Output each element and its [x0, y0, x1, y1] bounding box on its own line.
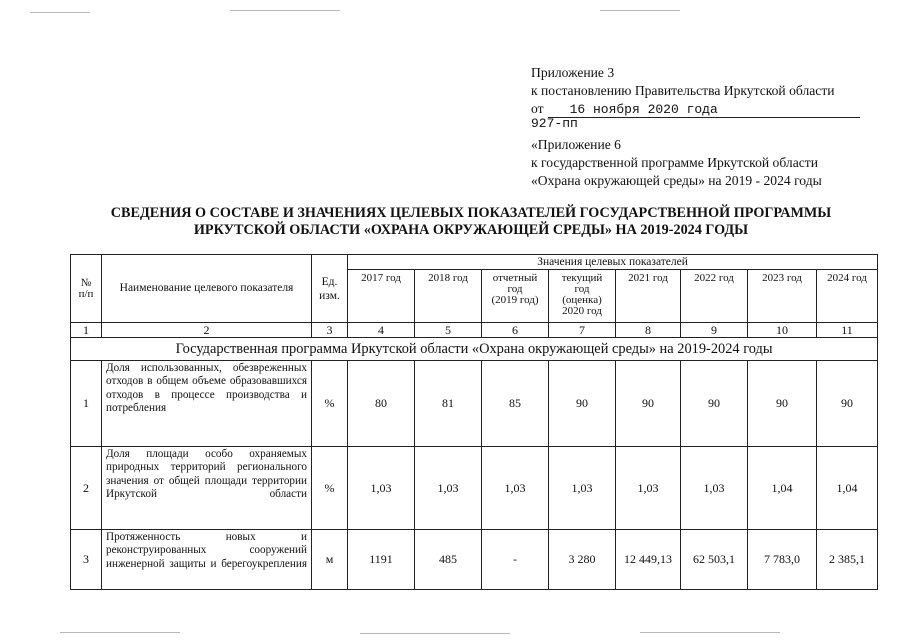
annex-block [531, 64, 901, 190]
annex-program-name: «Охрана окружающей среды» на 2019 - 2024 годы [531, 173, 822, 188]
indicator-value: 90 [748, 361, 817, 447]
scan-artifact [640, 632, 780, 633]
column-number: 8 [616, 323, 681, 338]
row-number: 1 [71, 361, 102, 447]
indicator-value: 90 [681, 361, 748, 447]
header-year: 2022 год [681, 270, 748, 323]
header-year: отчетный год (2019 год) [482, 270, 549, 323]
column-number: 9 [681, 323, 748, 338]
annex-date-prefix: от [531, 101, 544, 116]
indicator-unit: % [312, 447, 348, 530]
annex-date-line [531, 100, 901, 118]
header-year: 2024 год [817, 270, 878, 323]
indicator-value: 1,04 [748, 447, 817, 530]
annex-title: Приложение 3 [531, 65, 615, 80]
indicator-name: Протяженность новых и реконструированных сооружений инженерной защиты и берегоукрепления [102, 530, 312, 590]
header-row-1 [71, 255, 878, 270]
column-number: 1 [71, 323, 102, 338]
indicator-name: Доля площади особо охраняемых природных территорий регионального значения от общей площади территории Иркутской области [102, 447, 312, 530]
header-year: 2017 год [348, 270, 415, 323]
column-number-row [71, 323, 878, 338]
document-title-line-2: ИРКУТСКОЙ ОБЛАСТИ «ОХРАНА ОКРУЖАЮЩЕЙ СРЕДЫ» НА 2019-2024 ГОДЫ [193, 222, 749, 238]
indicator-value: 1,03 [482, 447, 549, 530]
indicator-value: 81 [415, 361, 482, 447]
indicator-name: Доля использованных, обезвреженных отходов в общем объеме образовавшихся отходов в процессе производства и потребления [102, 361, 312, 447]
header-year: 2018 год [415, 270, 482, 323]
scan-artifact [600, 10, 680, 11]
table-row [71, 361, 878, 447]
table-row [71, 530, 878, 590]
indicator-value: 2 385,1 [817, 530, 878, 590]
annex-date-value: 16 ноября 2020 года [548, 102, 860, 118]
indicator-value: 80 [348, 361, 415, 447]
indicator-value: 12 449,13 [616, 530, 681, 590]
indicator-value: 85 [482, 361, 549, 447]
header-num-line-1: № [80, 276, 92, 289]
column-number: 6 [482, 323, 549, 338]
indicator-value: 90 [549, 361, 616, 447]
indicator-unit: % [312, 361, 348, 447]
header-num [71, 255, 102, 323]
annex-number: 927-пп [531, 116, 578, 131]
column-number: 11 [817, 323, 878, 338]
scan-artifact [30, 12, 90, 13]
column-number: 5 [415, 323, 482, 338]
header-year: 2023 год [748, 270, 817, 323]
indicator-value: 485 [415, 530, 482, 590]
indicator-value: 1,03 [616, 447, 681, 530]
indicator-value: 1,03 [549, 447, 616, 530]
row-number: 2 [71, 447, 102, 530]
header-year: 2021 год [616, 270, 681, 323]
scan-artifact [60, 632, 180, 633]
header-num-line-2: п/п [78, 287, 94, 300]
indicator-value: 90 [817, 361, 878, 447]
header-unit-line-2: изм. [319, 289, 340, 302]
column-number: 4 [348, 323, 415, 338]
column-number: 3 [312, 323, 348, 338]
row-number: 3 [71, 530, 102, 590]
table-row [71, 447, 878, 530]
indicator-value: 1,03 [348, 447, 415, 530]
scan-artifact [230, 10, 340, 11]
indicator-value: 1,03 [415, 447, 482, 530]
annex-subtitle: «Приложение 6 [531, 137, 621, 152]
indicator-value: 3 280 [549, 530, 616, 590]
header-unit [312, 255, 348, 323]
header-values-group: Значения целевых показателей [348, 255, 878, 270]
header-name: Наименование целевого показателя [102, 255, 312, 323]
column-number: 2 [102, 323, 312, 338]
header-unit-line-1: Ед. [321, 275, 338, 288]
document-title [40, 205, 902, 239]
annex-program: к государственной программе Иркутской области [531, 155, 818, 170]
indicator-value: 1,04 [817, 447, 878, 530]
indicator-value: 1191 [348, 530, 415, 590]
column-number: 10 [748, 323, 817, 338]
section-row [71, 338, 878, 361]
scan-artifact [360, 633, 510, 634]
section-title: Государственная программа Иркутской области «Охрана окружающей среды» на 2019-2024 годы [71, 338, 878, 361]
indicators-table [70, 254, 878, 590]
indicator-value: - [482, 530, 549, 590]
indicator-value: 62 503,1 [681, 530, 748, 590]
annex-resolution: к постановлению Правительства Иркутской области [531, 83, 835, 98]
column-number: 7 [549, 323, 616, 338]
indicator-value: 7 783,0 [748, 530, 817, 590]
document-title-line-1: СВЕДЕНИЯ О СОСТАВЕ И ЗНАЧЕНИЯХ ЦЕЛЕВЫХ ПОКАЗАТЕЛЕЙ ГОСУДАРСТВЕННОЙ ПРОГРАММЫ [110, 205, 832, 221]
indicator-unit: м [312, 530, 348, 590]
indicator-value: 1,03 [681, 447, 748, 530]
header-year: текущий год (оценка) 2020 год [549, 270, 616, 323]
indicator-value: 90 [616, 361, 681, 447]
